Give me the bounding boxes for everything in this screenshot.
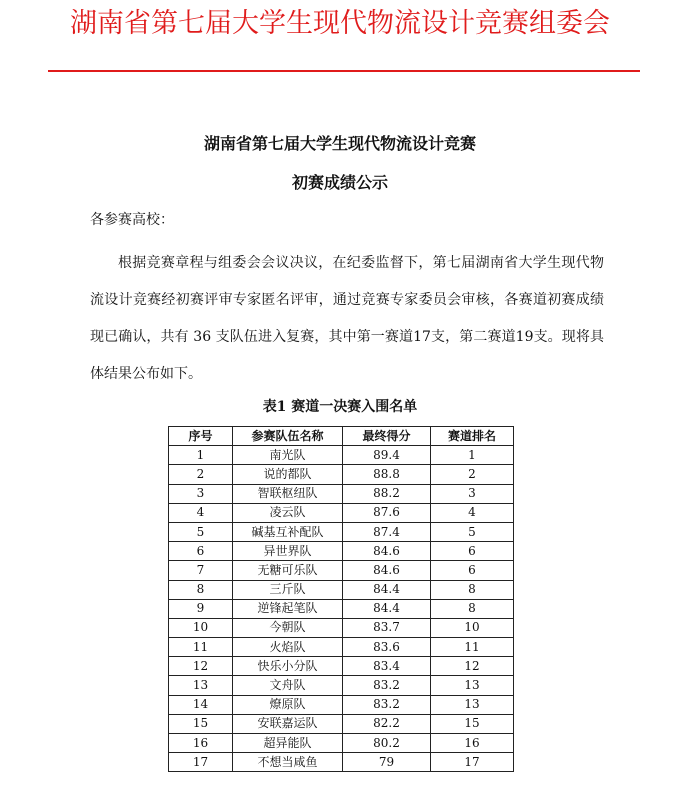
cell-team-name: 快乐小分队 — [233, 657, 343, 676]
table-row — [169, 446, 514, 465]
cell-serial-no: 3 — [169, 484, 233, 503]
cell-serial-no: 16 — [169, 734, 233, 753]
cell-final-score: 83.2 — [343, 676, 431, 695]
header-final-score: 最终得分 — [343, 427, 431, 446]
table-row — [169, 753, 514, 772]
cell-serial-no: 10 — [169, 618, 233, 637]
cell-track-rank: 5 — [431, 522, 514, 541]
cell-final-score: 84.6 — [343, 542, 431, 561]
table-row — [169, 638, 514, 657]
cell-team-name: 安联嘉运队 — [233, 714, 343, 733]
table-row — [169, 522, 514, 541]
cell-serial-no: 11 — [169, 638, 233, 657]
cell-team-name: 今朝队 — [233, 618, 343, 637]
cell-track-rank: 6 — [431, 542, 514, 561]
cell-team-name: 超异能队 — [233, 734, 343, 753]
table-row — [169, 714, 514, 733]
cell-team-name: 逆锋起笔队 — [233, 599, 343, 618]
cell-serial-no: 12 — [169, 657, 233, 676]
cell-team-name: 说的都队 — [233, 465, 343, 484]
cell-track-rank: 6 — [431, 561, 514, 580]
header-track-rank: 赛道排名 — [431, 427, 514, 446]
cell-track-rank: 17 — [431, 753, 514, 772]
cell-serial-no: 17 — [169, 753, 233, 772]
cell-team-name: 异世界队 — [233, 542, 343, 561]
salutation: 各参赛高校： — [90, 212, 174, 228]
cell-team-name: 智联枢纽队 — [233, 484, 343, 503]
letterhead-divider — [48, 70, 640, 72]
table-row — [169, 599, 514, 618]
cell-team-name: 碱基互补配队 — [233, 522, 343, 541]
table-row — [169, 676, 514, 695]
cell-serial-no: 1 — [169, 446, 233, 465]
cell-serial-no: 4 — [169, 503, 233, 522]
table-row — [169, 561, 514, 580]
cell-serial-no: 6 — [169, 542, 233, 561]
cell-track-rank: 13 — [431, 676, 514, 695]
cell-serial-no: 7 — [169, 561, 233, 580]
cell-final-score: 83.7 — [343, 618, 431, 637]
table-row — [169, 580, 514, 599]
cell-final-score: 87.6 — [343, 503, 431, 522]
cell-serial-no: 8 — [169, 580, 233, 599]
cell-final-score: 84.4 — [343, 599, 431, 618]
cell-track-rank: 3 — [431, 484, 514, 503]
table-row — [169, 734, 514, 753]
cell-final-score: 80.2 — [343, 734, 431, 753]
cell-final-score: 82.2 — [343, 714, 431, 733]
cell-serial-no: 14 — [169, 695, 233, 714]
cell-track-rank: 8 — [431, 580, 514, 599]
table-row — [169, 465, 514, 484]
cell-final-score: 84.4 — [343, 580, 431, 599]
cell-team-name: 三斤队 — [233, 580, 343, 599]
body-paragraph: 根据竞赛章程与组委会会议决议，在纪委监督下，第七届湖南省大学生现代物流设计竞赛经初赛评审专家匿名评审，通过竞赛专家委员会审核，各赛道初赛成绩现已确认，共有 36 支队伍进入复赛，其中第一赛道17支，第二赛道19支。现将具体结果公布如下。 — [90, 255, 604, 382]
cell-team-name: 不想当咸鱼 — [233, 753, 343, 772]
cell-track-rank: 1 — [431, 446, 514, 465]
cell-final-score: 79 — [343, 753, 431, 772]
cell-final-score: 88.8 — [343, 465, 431, 484]
cell-team-name: 凌云队 — [233, 503, 343, 522]
table-row — [169, 542, 514, 561]
cell-team-name: 燎原队 — [233, 695, 343, 714]
cell-serial-no: 15 — [169, 714, 233, 733]
cell-final-score: 83.4 — [343, 657, 431, 676]
cell-track-rank: 11 — [431, 638, 514, 657]
results-table — [168, 426, 514, 772]
cell-final-score: 88.2 — [343, 484, 431, 503]
table-row — [169, 618, 514, 637]
cell-serial-no: 5 — [169, 522, 233, 541]
cell-serial-no: 13 — [169, 676, 233, 695]
cell-team-name: 南光队 — [233, 446, 343, 465]
cell-final-score: 84.6 — [343, 561, 431, 580]
cell-final-score: 83.2 — [343, 695, 431, 714]
cell-track-rank: 12 — [431, 657, 514, 676]
document-title: 湖南省第七届大学生现代物流设计竞赛 — [203, 134, 476, 153]
table-row — [169, 503, 514, 522]
header-rank-no: 序号 — [169, 427, 233, 446]
cell-team-name: 文舟队 — [233, 676, 343, 695]
cell-final-score: 87.4 — [343, 522, 431, 541]
cell-track-rank: 10 — [431, 618, 514, 637]
cell-team-name: 火焰队 — [233, 638, 343, 657]
cell-track-rank: 16 — [431, 734, 514, 753]
cell-final-score: 89.4 — [343, 446, 431, 465]
table-row — [169, 484, 514, 503]
cell-team-name: 无糖可乐队 — [233, 561, 343, 580]
table-row — [169, 695, 514, 714]
cell-track-rank: 2 — [431, 465, 514, 484]
table-caption: 表1 赛道一决赛入围名单 — [262, 399, 418, 415]
cell-track-rank: 8 — [431, 599, 514, 618]
cell-serial-no: 9 — [169, 599, 233, 618]
cell-serial-no: 2 — [169, 465, 233, 484]
cell-track-rank: 4 — [431, 503, 514, 522]
cell-track-rank: 15 — [431, 714, 514, 733]
letterhead-title: 湖南省第七届大学生现代物流设计竞赛组委会 — [70, 8, 610, 39]
cell-final-score: 83.6 — [343, 638, 431, 657]
table-body — [169, 446, 514, 772]
table-header-row — [169, 427, 514, 446]
cell-track-rank: 13 — [431, 695, 514, 714]
header-team-name: 参赛队伍名称 — [233, 427, 343, 446]
document-subtitle: 初赛成绩公示 — [291, 173, 388, 192]
table-row — [169, 657, 514, 676]
